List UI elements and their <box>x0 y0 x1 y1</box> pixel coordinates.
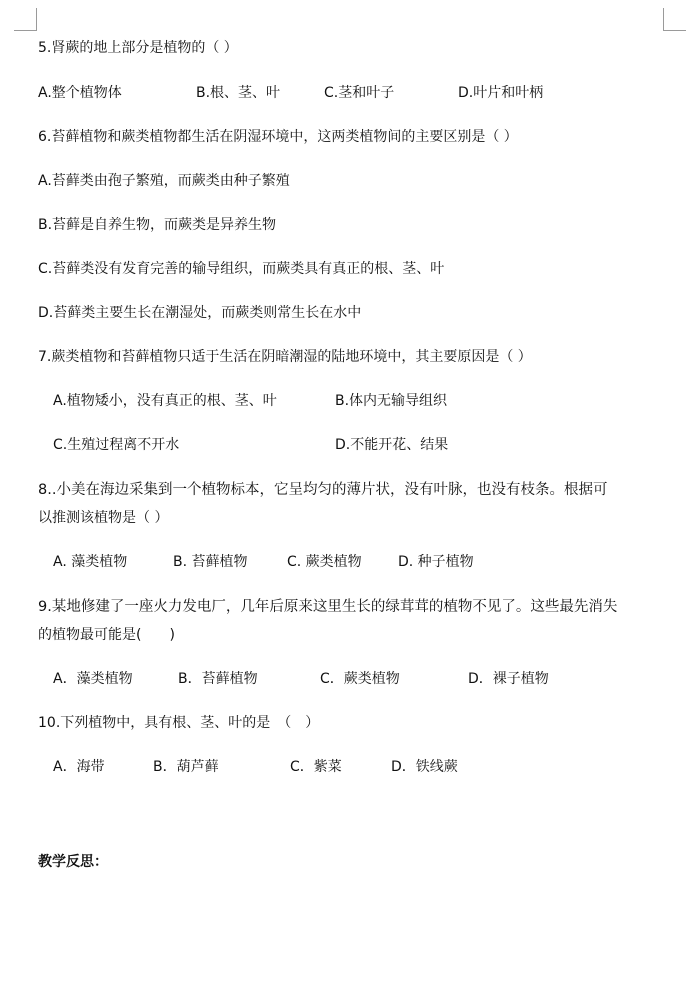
question-10-option-b: B．葫芦藓 <box>153 759 219 775</box>
question-10-stem: 10.下列植物中，具有根、茎、叶的是 （ ） <box>38 715 320 731</box>
question-9-stem-line-1: 9.某地修建了一座火力发电厂，几年后原来这里生长的绿茸茸的植物不见了。这些最先消失 <box>38 599 618 615</box>
question-10-option-a: A．海带 <box>53 759 105 775</box>
question-8-option-d: D. 种子植物 <box>398 554 474 570</box>
question-9-option-b: B．苔藓植物 <box>178 671 258 687</box>
question-5-option-a: A.整个植物体 <box>38 85 122 101</box>
question-7-stem: 7.蕨类植物和苔藓植物只适于生活在阴暗潮湿的陆地环境中，其主要原因是（ ） <box>38 349 532 365</box>
question-7-option-d: D.不能开花、结果 <box>335 437 449 453</box>
question-6-option-d: D.苔藓类主要生长在潮湿处，而蕨类则常生长在水中 <box>38 305 362 321</box>
question-7-option-c: C.生殖过程离不开水 <box>53 437 180 453</box>
question-8-option-c: C. 蕨类植物 <box>287 554 362 570</box>
question-5-option-d: D.叶片和叶柄 <box>458 85 544 101</box>
question-6-option-a: A.苔藓类由孢子繁殖，而蕨类由种子繁殖 <box>38 173 290 189</box>
page-corner-mark-left <box>14 8 37 31</box>
question-10-option-d: D．铁线蕨 <box>391 759 458 775</box>
question-9-stem-line-2: 的植物最可能是( ) <box>38 627 175 643</box>
question-9-option-c: C．蕨类植物 <box>320 671 400 687</box>
question-5-option-c: C.茎和叶子 <box>324 85 395 101</box>
question-7-option-b: B.体内无输导组织 <box>335 393 448 409</box>
page-corner-mark-right <box>663 8 686 31</box>
question-9-option-d: D．裸子植物 <box>468 671 549 687</box>
question-10-option-c: C．紫菜 <box>290 759 342 775</box>
question-6-option-b: B.苔藓是自养生物，而蕨类是异养生物 <box>38 217 277 233</box>
question-8-option-b: B. 苔藓植物 <box>173 554 248 570</box>
teaching-reflection-heading: 教学反思： <box>38 854 108 870</box>
question-6-option-c: C.苔藓类没有发育完善的输导组织，而蕨类具有真正的根、茎、叶 <box>38 261 445 277</box>
question-5-stem: 5.肾蕨的地上部分是植物的（ ） <box>38 40 238 56</box>
question-5-option-b: B.根、茎、叶 <box>196 85 281 101</box>
question-9-option-a: A．藻类植物 <box>53 671 133 687</box>
question-8-stem-line-2: 以推测该植物是（ ） <box>38 510 169 526</box>
question-7-option-a: A.植物矮小，没有真正的根、茎、叶 <box>53 393 277 409</box>
question-8-stem-line-1: 8..小美在海边采集到一个植物标本，它呈均匀的薄片状，没有叶脉，也没有枝条。根据可 <box>38 482 608 498</box>
question-6-stem: 6.苔藓植物和蕨类植物都生活在阴湿环境中，这两类植物间的主要区别是（ ） <box>38 129 518 145</box>
question-8-option-a: A. 藻类植物 <box>53 554 128 570</box>
